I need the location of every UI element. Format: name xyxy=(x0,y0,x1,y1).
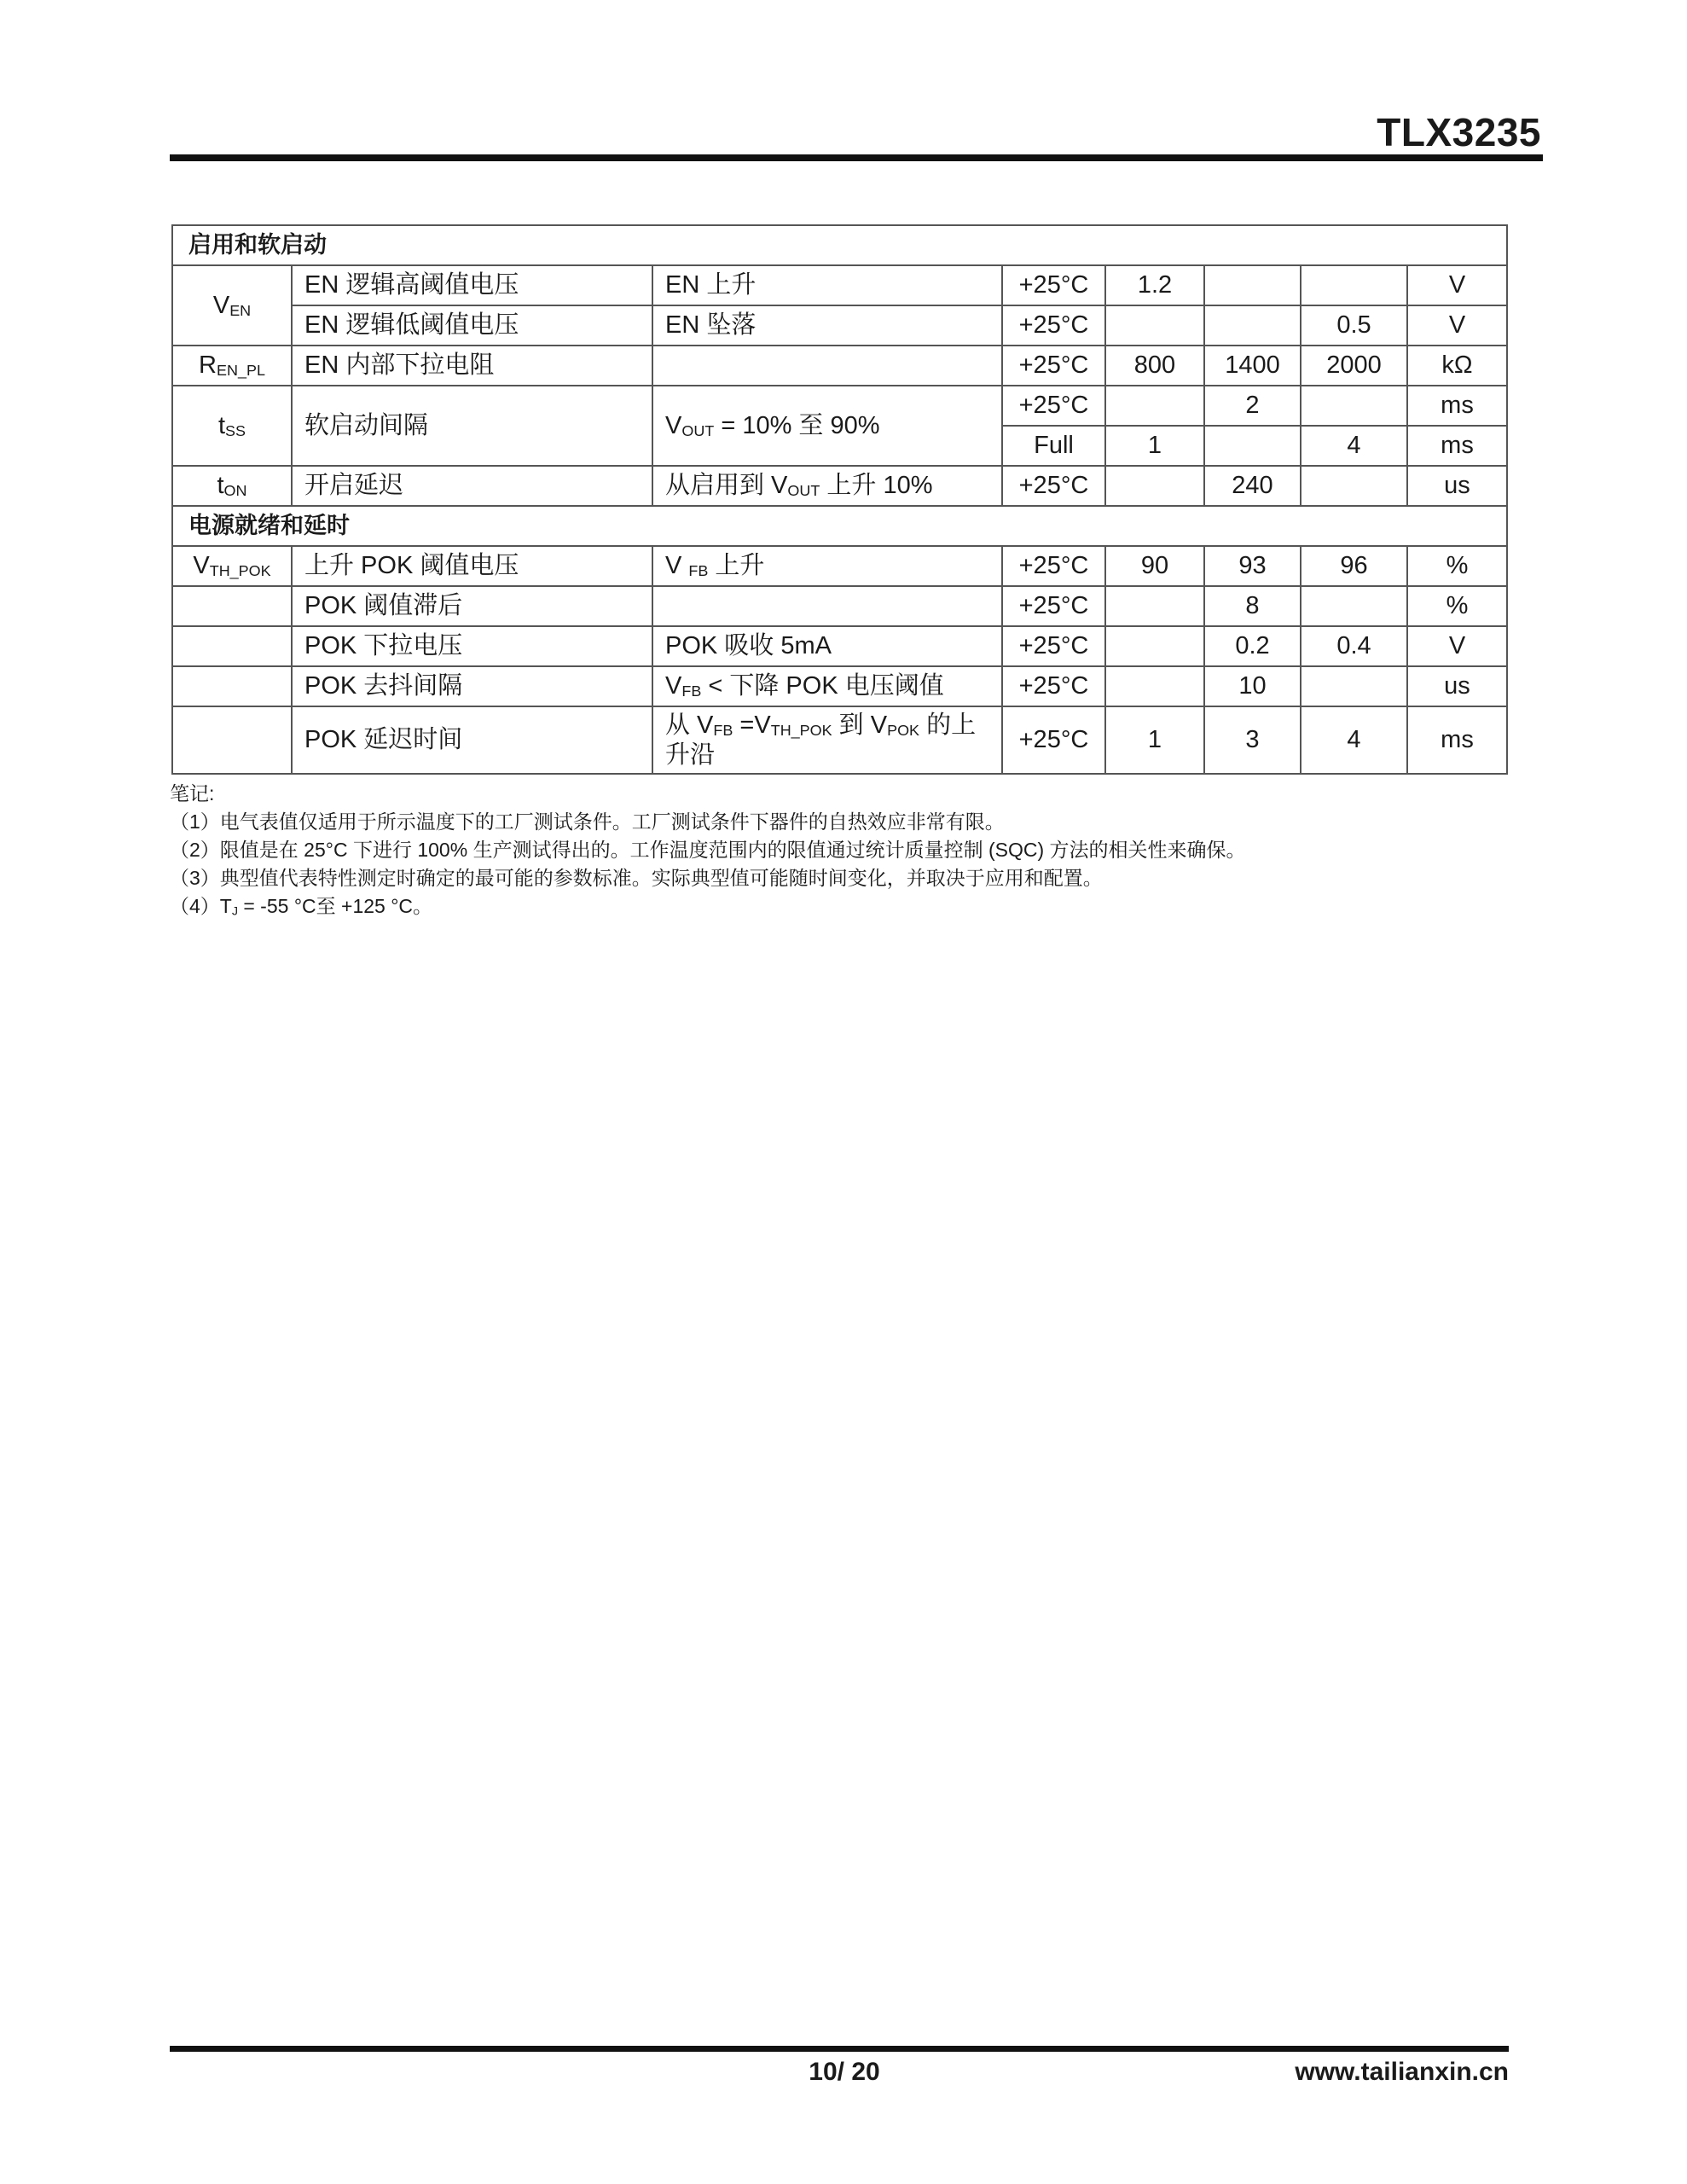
section-row-pok xyxy=(172,506,1507,546)
temp-cell: +25°C xyxy=(1002,586,1105,626)
symbol-cell-empty xyxy=(172,706,292,774)
notes-heading: 笔记: xyxy=(170,782,215,804)
condition-cell: POK 吸收 5mA xyxy=(652,626,1002,666)
typ-cell: 1400 xyxy=(1204,346,1301,386)
temp-cell: Full xyxy=(1002,426,1105,466)
note-4: $(4)T_J = -55$ °C至 +125 °C。 xyxy=(170,895,433,919)
note-2: （2）限值是在 25°C 下进行 100% 生产测试得出的。工作温度范围内的限值通过统计质量控制 (SQC) 方法的相关性来确保。 xyxy=(170,839,1246,861)
table-row-pok-delay xyxy=(172,706,1507,774)
max-cell: 0.4 xyxy=(1301,626,1407,666)
min-cell: 90 xyxy=(1105,546,1204,586)
symbol-ton: $t_{ON}$ xyxy=(172,466,292,506)
unit-cell: us xyxy=(1407,466,1507,506)
min-cell: 1.2 xyxy=(1105,265,1204,305)
symbol-vth-pok: $V_{TH\_POK}$ xyxy=(172,546,292,586)
temp-cell: +25°C xyxy=(1002,546,1105,586)
notes-block xyxy=(170,780,1246,926)
condition-cell: 从启用到 $V_{OUT}$ 上升 10% xyxy=(652,466,1002,506)
note-1: （1）电气表值仅适用于所示温度下的工厂测试条件。工厂测试条件下器件的自热效应非常有限。 xyxy=(170,810,1005,833)
max-cell xyxy=(1301,265,1407,305)
symbol-ven: $V_{EN}$ xyxy=(172,265,292,346)
symbol-cell-empty xyxy=(172,666,292,706)
typ-cell: 240 xyxy=(1204,466,1301,506)
unit-cell: ms xyxy=(1407,386,1507,426)
document-title: TLX3235 xyxy=(1377,110,1541,154)
param-cell: EN 逻辑高阈值电压 xyxy=(292,265,652,305)
table-row-ton xyxy=(172,466,1507,506)
table-row-pok-pulldown xyxy=(172,626,1507,666)
condition-cell: $V_{FB}$ < 下降 POK 电压阈值 xyxy=(652,666,1002,706)
param-cell: EN 逻辑低阈值电压 xyxy=(292,305,652,346)
temp-cell: +25°C xyxy=(1002,386,1105,426)
param-cell: POK 下拉电压 xyxy=(292,626,652,666)
max-cell xyxy=(1301,666,1407,706)
condition-cell: V $_{FB}$ 上升 xyxy=(652,546,1002,586)
symbol-tss: $t_{SS}$ xyxy=(172,386,292,466)
param-cell: POK 阈值滞后 xyxy=(292,586,652,626)
min-cell: 1 xyxy=(1105,706,1204,774)
table-row-pok-debounce xyxy=(172,666,1507,706)
unit-cell: V xyxy=(1407,265,1507,305)
max-cell xyxy=(1301,466,1407,506)
typ-cell: 0.2 xyxy=(1204,626,1301,666)
max-cell: 0.5 xyxy=(1301,305,1407,346)
min-cell xyxy=(1105,586,1204,626)
table-row-tss-1 xyxy=(172,386,1507,426)
typ-cell: 3 xyxy=(1204,706,1301,774)
unit-cell: % xyxy=(1407,586,1507,626)
min-cell xyxy=(1105,626,1204,666)
max-cell: 4 xyxy=(1301,706,1407,774)
header-rule xyxy=(170,154,1543,161)
table-row-ven-low xyxy=(172,305,1507,346)
min-cell: 800 xyxy=(1105,346,1204,386)
unit-cell: V xyxy=(1407,626,1507,666)
min-cell xyxy=(1105,386,1204,426)
max-cell: 4 xyxy=(1301,426,1407,466)
param-cell: POK 延迟时间 xyxy=(292,706,652,774)
typ-cell: 93 xyxy=(1204,546,1301,586)
symbol-cell-empty xyxy=(172,586,292,626)
unit-cell: ms xyxy=(1407,706,1507,774)
symbol-ren: $R_{EN\_PL}$ xyxy=(172,346,292,386)
footer-rule xyxy=(170,2046,1509,2052)
condition-cell xyxy=(652,346,1002,386)
param-cell: 上升 POK 阈值电压 xyxy=(292,546,652,586)
param-cell: POK 去抖间隔 xyxy=(292,666,652,706)
temp-cell: +25°C xyxy=(1002,666,1105,706)
typ-cell: 8 xyxy=(1204,586,1301,626)
condition-cell: 从 $V_{FB} =V_{TH\_POK}$ 到 $V_{POK}$ 的上 升沿 xyxy=(652,706,1002,774)
typ-cell: 2 xyxy=(1204,386,1301,426)
param-cell: 开启延迟 xyxy=(292,466,652,506)
typ-cell: 10 xyxy=(1204,666,1301,706)
temp-cell: +25°C xyxy=(1002,265,1105,305)
max-cell: 2000 xyxy=(1301,346,1407,386)
max-cell xyxy=(1301,586,1407,626)
temp-cell: +25°C xyxy=(1002,466,1105,506)
min-cell xyxy=(1105,305,1204,346)
typ-cell xyxy=(1204,305,1301,346)
electrical-characteristics-table xyxy=(171,224,1508,775)
unit-cell: kΩ xyxy=(1407,346,1507,386)
section-title-enable: 启用和软启动 xyxy=(172,225,1507,265)
condition-cell xyxy=(652,586,1002,626)
param-cell: EN 内部下拉电阻 xyxy=(292,346,652,386)
unit-cell: V xyxy=(1407,305,1507,346)
unit-cell: % xyxy=(1407,546,1507,586)
typ-cell xyxy=(1204,265,1301,305)
condition-cell: EN 上升 xyxy=(652,265,1002,305)
typ-cell xyxy=(1204,426,1301,466)
condition-cell: EN 坠落 xyxy=(652,305,1002,346)
min-cell xyxy=(1105,466,1204,506)
table-row-pok-hysteresis xyxy=(172,586,1507,626)
min-cell xyxy=(1105,666,1204,706)
temp-cell: +25°C xyxy=(1002,706,1105,774)
temp-cell: +25°C xyxy=(1002,305,1105,346)
section-row-enable xyxy=(172,225,1507,265)
symbol-cell-empty xyxy=(172,626,292,666)
max-cell: 96 xyxy=(1301,546,1407,586)
table-row-vth-pok xyxy=(172,546,1507,586)
temp-cell: +25°C xyxy=(1002,626,1105,666)
param-cell: 软启动间隔 xyxy=(292,386,652,466)
website-link[interactable]: www.tailianxin.cn xyxy=(1295,2058,1509,2086)
unit-cell: ms xyxy=(1407,426,1507,466)
table-row-ren xyxy=(172,346,1507,386)
unit-cell: us xyxy=(1407,666,1507,706)
table-row-ven-high xyxy=(172,265,1507,305)
note-3: （3）典型值代表特性测定时确定的最可能的参数标准。实际典型值可能随时间变化，并取决于应用和配置。 xyxy=(170,867,1103,889)
temp-cell: +25°C xyxy=(1002,346,1105,386)
page-number: 10/ 20 xyxy=(809,2058,880,2086)
section-title-pok: 电源就绪和延时 xyxy=(172,506,1507,546)
min-cell: 1 xyxy=(1105,426,1204,466)
condition-cell: $V_{OUT} = 10\%$ 至 90% xyxy=(652,386,1002,466)
max-cell xyxy=(1301,386,1407,426)
